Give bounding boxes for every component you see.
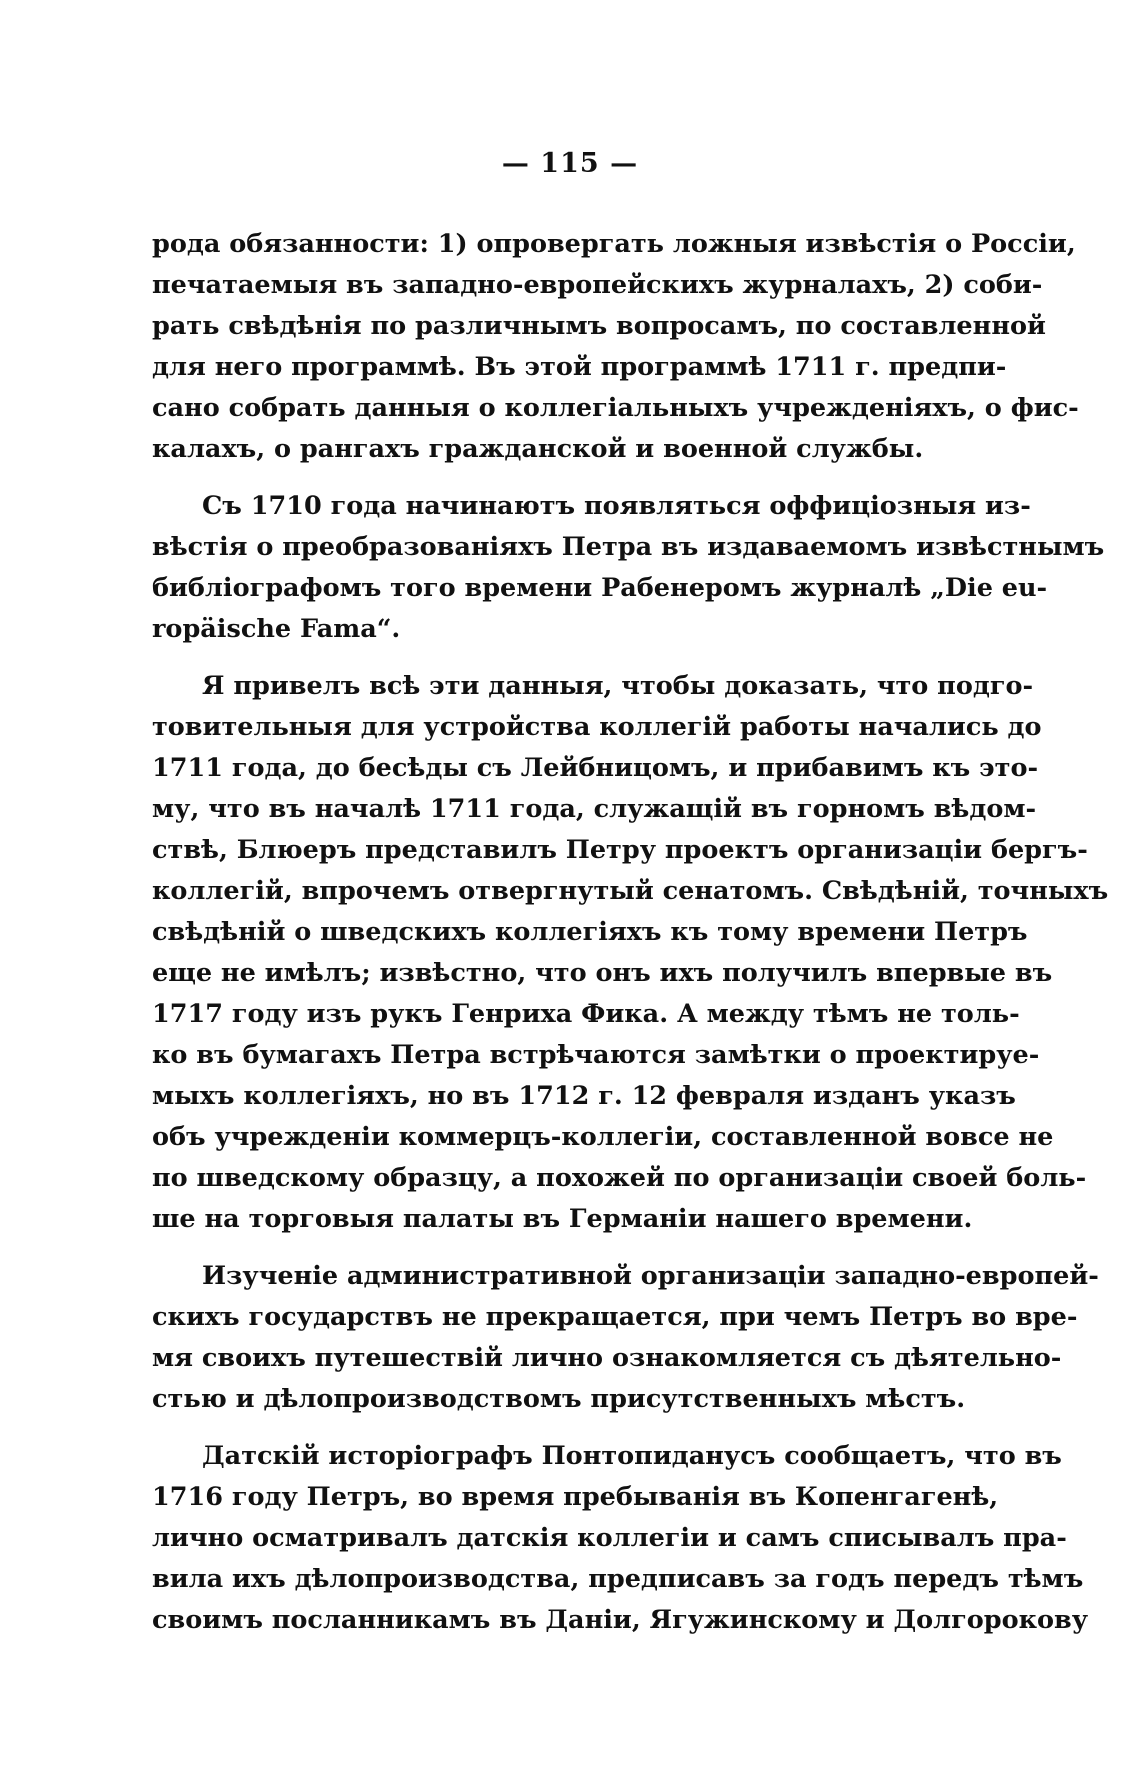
text-line: мыхъ коллегіяхъ, но въ 1712 г. 12 февраля изданъ указъ — [152, 1081, 1016, 1111]
text-line: товительныя для устройства коллегій работы начались до — [152, 712, 1042, 742]
paragraph-5 — [152, 1436, 1089, 1641]
text-line: Съ 1710 года начинаютъ появляться оффиціозныя из- — [202, 491, 1031, 521]
text-line: рода обязанности: 1) опровергать ложныя извѣстія о Россіи, — [152, 229, 1076, 259]
text-line: еще не имѣлъ; извѣстно, что онъ ихъ получилъ впервые въ — [152, 958, 1053, 988]
text-line: коллегій, впрочемъ отвергнутый сенатомъ. Свѣдѣній, точныхъ — [152, 876, 1109, 906]
text-line: скихъ государствъ не прекращается, при чемъ Петръ во вре- — [152, 1302, 1078, 1332]
text-line: калахъ, о рангахъ гражданской и военной службы. — [152, 434, 924, 464]
text-line: для него программѣ. Въ этой программѣ 1711 г. предпи- — [152, 352, 1007, 382]
text-line: Я привелъ всѣ эти данныя, чтобы доказать, что подго- — [202, 671, 1034, 701]
text-line: му, что въ началѣ 1711 года, служащій въ горномъ вѣдом- — [152, 794, 1037, 824]
text-line: печатаемыя въ западно-европейскихъ журналахъ, 2) соби- — [152, 270, 1043, 300]
text-line: 1717 году изъ рукъ Генриха Фика. А между тѣмъ не толь- — [152, 999, 1020, 1029]
text-line: ствѣ, Блюеръ представилъ Петру проектъ организаціи бергъ- — [152, 835, 1088, 865]
page-number: — 115 — — [501, 148, 639, 179]
text-line: Датскій исторіографъ Понтопиданусъ сообщаетъ, что въ — [202, 1441, 1062, 1471]
text-line: по шведскому образцу, а похожей по организаціи своей боль- — [152, 1163, 1087, 1193]
text-line: объ учрежденіи коммерцъ-коллегіи, составленной вовсе не — [152, 1122, 1054, 1152]
text-line: свѣдѣній о шведскихъ коллегіяхъ къ тому времени Петръ — [152, 917, 1028, 947]
paragraph-3 — [152, 666, 1109, 1240]
text-line: сано собрать данныя о коллегіальныхъ учрежденіяхъ, о фис- — [152, 393, 1079, 423]
text-line: стью и дѣлопроизводствомъ присутственныхъ мѣстъ. — [152, 1384, 966, 1414]
body-text — [152, 224, 1109, 1641]
text-line: ropäische Fama“. — [152, 614, 401, 644]
text-line: 1716 году Петръ, во время пребыванія въ Копенгагенѣ, — [152, 1482, 999, 1512]
text-line: мя своихъ путешествій лично ознакомляется съ дѣятельно- — [152, 1343, 1062, 1373]
text-line: ше на торговыя палаты въ Германіи нашего времени. — [152, 1204, 973, 1234]
text-line: вила ихъ дѣлопроизводства, предписавъ за годъ передъ тѣмъ — [152, 1564, 1084, 1594]
paragraph-4 — [152, 1256, 1099, 1420]
text-line: своимъ посланникамъ въ Даніи, Ягужинскому и Долгорокову — [152, 1605, 1089, 1635]
paragraph-2 — [152, 486, 1105, 650]
text-line: лично осматривалъ датскія коллегіи и самъ списывалъ пра- — [152, 1523, 1067, 1553]
text-line: 1711 года, до бесѣды съ Лейбницомъ, и прибавимъ къ это- — [152, 753, 1039, 783]
text-line: рать свѣдѣнія по различнымъ вопросамъ, по составленной — [152, 311, 1046, 341]
text-line: библіографомъ того времени Рабенеромъ журналѣ „Die eu- — [152, 573, 1048, 603]
text-line: Изученіе административной организаціи западно-европей- — [202, 1261, 1099, 1291]
text-line: ко въ бумагахъ Петра встрѣчаются замѣтки о проектируе- — [152, 1040, 1040, 1070]
paragraph-1 — [152, 224, 1079, 470]
text-line: вѣстія о преобразованіяхъ Петра въ издаваемомъ извѣстнымъ — [152, 532, 1105, 562]
